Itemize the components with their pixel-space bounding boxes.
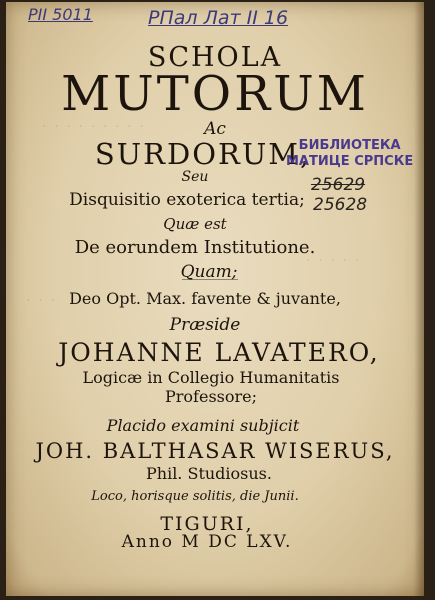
- respondent-name: JOH. BALTHASAR WISERUS,: [35, 439, 395, 463]
- bleed-through-text: · · · · ·: [306, 254, 362, 269]
- quam-label: Quam;: [180, 262, 238, 282]
- placido-line: Placido examini subjicit: [106, 416, 300, 435]
- quae-est-label: Quæ est: [163, 215, 227, 233]
- shelfmark-right: РПал Лат II 16: [148, 7, 289, 29]
- imprint-year: Anno M DC LXV.: [121, 532, 293, 552]
- presider-title-line-2: Professore;: [165, 387, 257, 406]
- title-line-1: SCHOLA: [147, 42, 283, 73]
- library-stamp-line-1: БИБЛИОТЕКА: [298, 138, 401, 153]
- seu-label: Seu: [181, 169, 209, 185]
- bleed-through-text: · · ·: [26, 294, 57, 309]
- inventory-number-old: 25629: [311, 175, 366, 195]
- imprint-place: TIGURI,: [160, 513, 254, 535]
- title-line-4: SURDORUM,: [94, 137, 312, 171]
- library-stamp: [286, 138, 413, 170]
- inventory-number-new: 25628: [313, 195, 368, 215]
- praeside-label: Præside: [169, 315, 241, 335]
- library-stamp-line-2: МАТИЦЕ СРПСКЕ: [286, 154, 414, 169]
- place-date-line: Loco, horisque solitis, die Junii.: [91, 489, 299, 504]
- bleed-through-text: · · · · · · · · ·: [42, 120, 146, 135]
- presider-name: JOHANNE LAVATERO,: [58, 338, 380, 367]
- respondent-role: Phil. Studiosus.: [146, 464, 272, 483]
- presider-title-line-1: Logicæ in Collegio Humanitatis: [82, 368, 340, 387]
- title-line-3: Ac: [204, 119, 226, 139]
- subtitle-line: Disquisitio exoterica tertia;: [69, 190, 305, 210]
- title-line-2: MUTORUM: [61, 66, 369, 122]
- book-title-page: [6, 2, 424, 596]
- invocation-line: Deo Opt. Max. favente & juvante,: [69, 289, 341, 308]
- shelfmark-left: PII 5011: [28, 5, 93, 24]
- topic-line: De eorundem Institutione.: [74, 237, 316, 258]
